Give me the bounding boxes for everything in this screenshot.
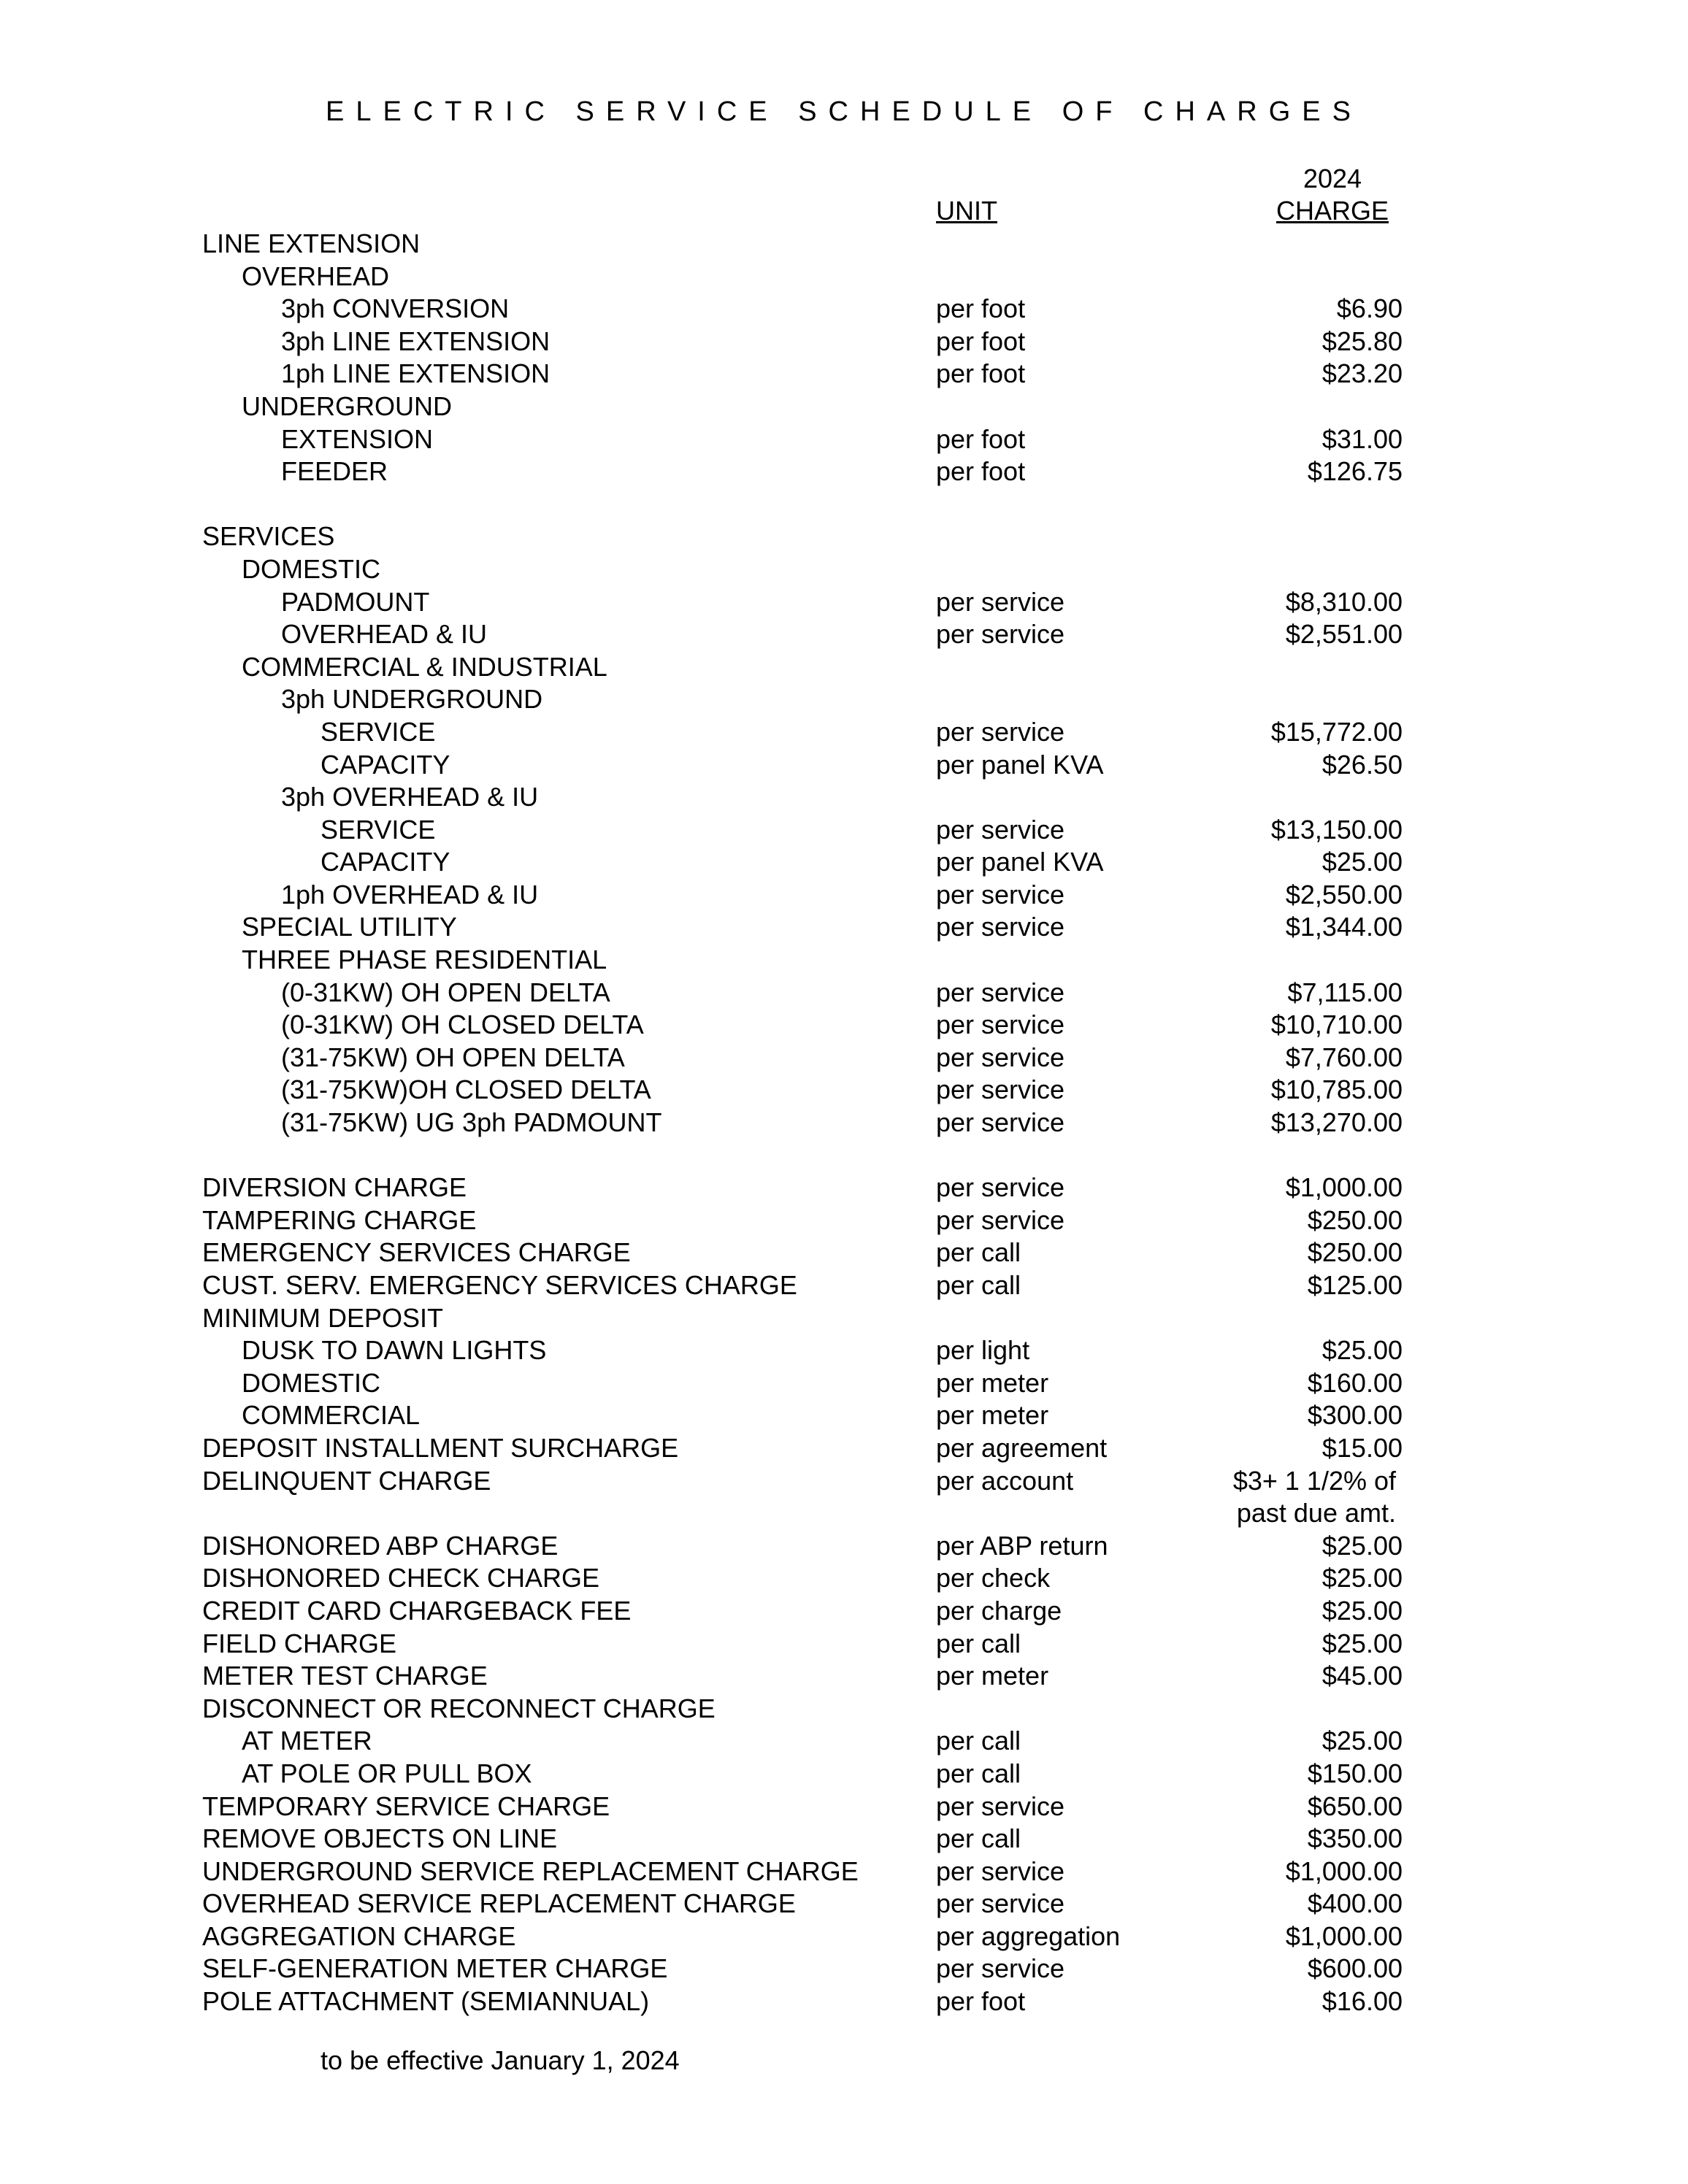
row-charge: $10,785.00	[1270, 1074, 1403, 1105]
row-label: FIELD CHARGE	[202, 1628, 397, 1658]
table-row	[0, 1530, 1688, 1563]
row-label: (31-75KW) UG 3ph PADMOUNT	[281, 1107, 662, 1138]
table-spacer	[0, 488, 1688, 521]
table-row	[0, 1791, 1688, 1823]
row-charge: $250.00	[1307, 1204, 1403, 1235]
row-unit: per check	[936, 1563, 1051, 1593]
table-row	[0, 1204, 1688, 1237]
table-row	[0, 1042, 1688, 1074]
table-row	[0, 911, 1688, 944]
row-charge: $1,000.00	[1285, 1856, 1403, 1886]
table-row	[0, 1628, 1688, 1661]
table-row	[0, 977, 1688, 1010]
table-row	[0, 228, 1688, 261]
row-label: (31-75KW) OH OPEN DELTA	[281, 1042, 625, 1072]
row-label: DOMESTIC	[242, 1367, 381, 1398]
row-charge: $25.00	[1321, 1628, 1403, 1658]
table-row	[0, 293, 1688, 326]
row-label: EXTENSION	[281, 423, 434, 454]
table-row	[0, 520, 1688, 553]
row-charge: $125.00	[1307, 1270, 1403, 1300]
row-charge: $1,000.00	[1285, 1172, 1403, 1203]
row-label: CREDIT CARD CHARGEBACK FEE	[202, 1595, 632, 1626]
row-charge: $7,115.00	[1287, 977, 1403, 1007]
document-title: ELECTRIC SERVICE SCHEDULE OF CHARGES	[326, 96, 1362, 127]
row-charge: $160.00	[1307, 1367, 1403, 1398]
row-unit: per call	[936, 1758, 1021, 1788]
row-unit: per aggregation	[936, 1920, 1121, 1951]
table-row	[0, 1693, 1688, 1726]
row-unit: per service	[936, 1953, 1065, 1984]
table-row	[0, 749, 1688, 782]
row-label: MINIMUM DEPOSIT	[202, 1302, 443, 1333]
row-label: DISCONNECT OR RECONNECT CHARGE	[202, 1693, 716, 1723]
row-charge: $600.00	[1307, 1953, 1403, 1984]
table-row	[0, 1334, 1688, 1367]
row-unit: per service	[936, 619, 1065, 650]
row-charge: $23.20	[1321, 358, 1403, 389]
row-charge: $1,344.00	[1285, 912, 1403, 942]
row-label: TAMPERING CHARGE	[202, 1204, 477, 1235]
row-unit: per call	[936, 1237, 1021, 1268]
row-label: FEEDER	[281, 456, 388, 487]
row-unit: per foot	[936, 293, 1026, 324]
row-charge: $6.90	[1336, 293, 1403, 324]
row-charge: $25.00	[1321, 1563, 1403, 1593]
table-row	[0, 1920, 1688, 1953]
row-charge: $25.00	[1321, 1595, 1403, 1626]
header-charge: CHARGE	[1275, 196, 1389, 226]
table-row	[0, 1953, 1688, 1985]
table-row	[0, 716, 1688, 749]
table-row	[0, 586, 1688, 619]
row-unit: per call	[936, 1628, 1021, 1658]
row-label: AT METER	[242, 1726, 372, 1756]
row-unit: per service	[936, 586, 1065, 617]
row-unit: per service	[936, 1074, 1065, 1105]
row-label: CAPACITY	[321, 749, 450, 780]
row-unit: per meter	[936, 1367, 1049, 1398]
row-charge: $350.00	[1307, 1823, 1403, 1854]
row-label: AT POLE OR PULL BOX	[242, 1758, 532, 1788]
row-label: 1ph LINE EXTENSION	[281, 358, 550, 389]
table-row	[0, 1465, 1688, 1498]
row-label: COMMERCIAL & INDUSTRIAL	[242, 651, 607, 682]
row-charge: $126.75	[1307, 456, 1403, 487]
table-row	[0, 1497, 1688, 1530]
row-charge: $250.00	[1307, 1237, 1403, 1268]
row-label: REMOVE OBJECTS ON LINE	[202, 1823, 558, 1854]
table-row	[0, 1074, 1688, 1107]
row-label: UNDERGROUND SERVICE REPLACEMENT CHARGE	[202, 1856, 859, 1886]
row-charge: $10,710.00	[1270, 1010, 1403, 1040]
table-row	[0, 553, 1688, 586]
effective-date-note: to be effective January 1, 2024	[321, 2045, 680, 2075]
row-charge: $15,772.00	[1270, 716, 1403, 747]
row-unit: per foot	[936, 326, 1026, 356]
table-row	[0, 651, 1688, 684]
row-charge: $25.00	[1321, 1726, 1403, 1756]
row-label: CUST. SERV. EMERGENCY SERVICES CHARGE	[202, 1270, 797, 1300]
row-unit: per foot	[936, 358, 1026, 389]
table-spacer	[0, 1139, 1688, 1172]
table-row	[0, 1302, 1688, 1335]
row-label: SERVICE	[321, 814, 436, 845]
row-unit: per panel KVA	[936, 749, 1104, 780]
table-row	[0, 261, 1688, 293]
row-label: DELINQUENT CHARGE	[202, 1465, 491, 1496]
table-row	[0, 1269, 1688, 1302]
table-row	[0, 1432, 1688, 1465]
table-row	[0, 1856, 1688, 1888]
table-row	[0, 391, 1688, 423]
row-label: DIVERSION CHARGE	[202, 1172, 467, 1203]
row-unit: per service	[936, 1107, 1065, 1138]
row-charge: $2,550.00	[1285, 879, 1403, 910]
row-charge: $25.00	[1321, 1335, 1403, 1366]
table-row	[0, 944, 1688, 977]
row-charge: $1,000.00	[1285, 1920, 1403, 1951]
row-unit: per service	[936, 1042, 1065, 1072]
row-unit: per account	[936, 1465, 1074, 1496]
row-label: (31-75KW)OH CLOSED DELTA	[281, 1074, 651, 1105]
row-label: AGGREGATION CHARGE	[202, 1920, 516, 1951]
table-row	[0, 1562, 1688, 1595]
row-label: THREE PHASE RESIDENTIAL	[242, 945, 607, 975]
row-unit: per service	[936, 879, 1065, 910]
row-label: COMMERCIAL	[242, 1400, 421, 1431]
table-row	[0, 683, 1688, 716]
row-unit: per ABP return	[936, 1530, 1108, 1561]
row-unit: per service	[936, 977, 1065, 1007]
table-row	[0, 1888, 1688, 1920]
row-charge: $15.00	[1321, 1432, 1403, 1463]
row-charge: $2,551.00	[1285, 619, 1403, 650]
row-unit: per service	[936, 912, 1065, 942]
table-row	[0, 1595, 1688, 1628]
table-row	[0, 1985, 1688, 2018]
row-unit: per call	[936, 1270, 1021, 1300]
table-row	[0, 423, 1688, 456]
row-charge: $13,270.00	[1270, 1107, 1403, 1138]
row-label: PADMOUNT	[281, 586, 430, 617]
row-label: (0-31KW) OH OPEN DELTA	[281, 977, 610, 1007]
row-charge: past due amt.	[1236, 1498, 1396, 1529]
row-label: LINE EXTENSION	[202, 228, 421, 258]
row-unit: per call	[936, 1823, 1021, 1854]
row-unit: per foot	[936, 423, 1026, 454]
table-row	[0, 1660, 1688, 1693]
table-row	[0, 1823, 1688, 1856]
table-row	[0, 1237, 1688, 1269]
table-row	[0, 1758, 1688, 1791]
row-label: TEMPORARY SERVICE CHARGE	[202, 1791, 610, 1821]
row-charge: $13,150.00	[1270, 814, 1403, 845]
table-row	[0, 879, 1688, 912]
row-label: SERVICES	[202, 521, 335, 552]
row-label: 3ph UNDERGROUND	[281, 684, 543, 715]
row-label: OVERHEAD & IU	[281, 619, 488, 650]
row-label: (0-31KW) OH CLOSED DELTA	[281, 1010, 644, 1040]
row-label: DUSK TO DAWN LIGHTS	[242, 1335, 547, 1366]
header-year: 2024	[1303, 164, 1362, 193]
row-charge: $16.00	[1321, 1986, 1403, 2017]
table-row	[0, 1725, 1688, 1758]
row-charge: $650.00	[1307, 1791, 1403, 1821]
table-row	[0, 814, 1688, 847]
row-label: METER TEST CHARGE	[202, 1661, 488, 1691]
row-unit: per service	[936, 814, 1065, 845]
row-charge: $7,760.00	[1285, 1042, 1403, 1072]
row-unit: per service	[936, 1888, 1065, 1919]
row-label: EMERGENCY SERVICES CHARGE	[202, 1237, 631, 1268]
row-label: 1ph OVERHEAD & IU	[281, 879, 539, 910]
row-unit: per charge	[936, 1595, 1062, 1626]
table-row	[0, 1107, 1688, 1139]
row-unit: per panel KVA	[936, 847, 1104, 877]
row-label: SELF-GENERATION METER CHARGE	[202, 1953, 668, 1984]
row-charge: $150.00	[1307, 1758, 1403, 1788]
row-label: DISHONORED CHECK CHARGE	[202, 1563, 600, 1593]
row-charge: $45.00	[1321, 1661, 1403, 1691]
row-label: UNDERGROUND	[242, 391, 452, 421]
row-label: SPECIAL UTILITY	[242, 912, 457, 942]
row-label: SERVICE	[321, 716, 436, 747]
table-row	[0, 358, 1688, 391]
table-row	[0, 1367, 1688, 1400]
table-row	[0, 326, 1688, 358]
row-charge: $25.00	[1321, 1530, 1403, 1561]
row-label: 3ph OVERHEAD & IU	[281, 782, 539, 812]
row-label: OVERHEAD	[242, 261, 390, 291]
row-charge: $8,310.00	[1285, 586, 1403, 617]
row-label: 3ph CONVERSION	[281, 293, 510, 324]
row-label: CAPACITY	[321, 847, 450, 877]
table-row	[0, 846, 1688, 879]
row-unit: per agreement	[936, 1432, 1108, 1463]
table-row	[0, 455, 1688, 488]
charges-table	[0, 228, 1688, 2018]
row-unit: per light	[936, 1335, 1030, 1366]
row-charge: $25.00	[1321, 847, 1403, 877]
row-label: POLE ATTACHMENT (SEMIANNUAL)	[202, 1986, 650, 2017]
row-unit: per service	[936, 716, 1065, 747]
row-unit: per service	[936, 1856, 1065, 1886]
table-row	[0, 1172, 1688, 1204]
table-row	[0, 781, 1688, 814]
row-unit: per service	[936, 1010, 1065, 1040]
row-unit: per meter	[936, 1400, 1049, 1431]
row-unit: per call	[936, 1726, 1021, 1756]
row-charge: $26.50	[1321, 749, 1403, 780]
table-row	[0, 1009, 1688, 1042]
row-charge: $3+ 1 1/2% of	[1232, 1465, 1396, 1496]
row-label: DISHONORED ABP CHARGE	[202, 1530, 559, 1561]
row-charge: $25.80	[1321, 326, 1403, 356]
row-unit: per foot	[936, 456, 1026, 487]
row-label: 3ph LINE EXTENSION	[281, 326, 550, 356]
row-charge: $400.00	[1307, 1888, 1403, 1919]
table-row	[0, 618, 1688, 651]
row-label: DOMESTIC	[242, 553, 381, 584]
row-unit: per service	[936, 1172, 1065, 1203]
row-unit: per meter	[936, 1661, 1049, 1691]
table-row	[0, 1399, 1688, 1432]
row-unit: per foot	[936, 1986, 1026, 2017]
row-charge: $31.00	[1321, 423, 1403, 454]
row-charge: $300.00	[1307, 1400, 1403, 1431]
row-unit: per service	[936, 1791, 1065, 1821]
row-unit: per service	[936, 1204, 1065, 1235]
row-label: DEPOSIT INSTALLMENT SURCHARGE	[202, 1432, 679, 1463]
header-unit: UNIT	[936, 196, 997, 226]
row-label: OVERHEAD SERVICE REPLACEMENT CHARGE	[202, 1888, 796, 1919]
